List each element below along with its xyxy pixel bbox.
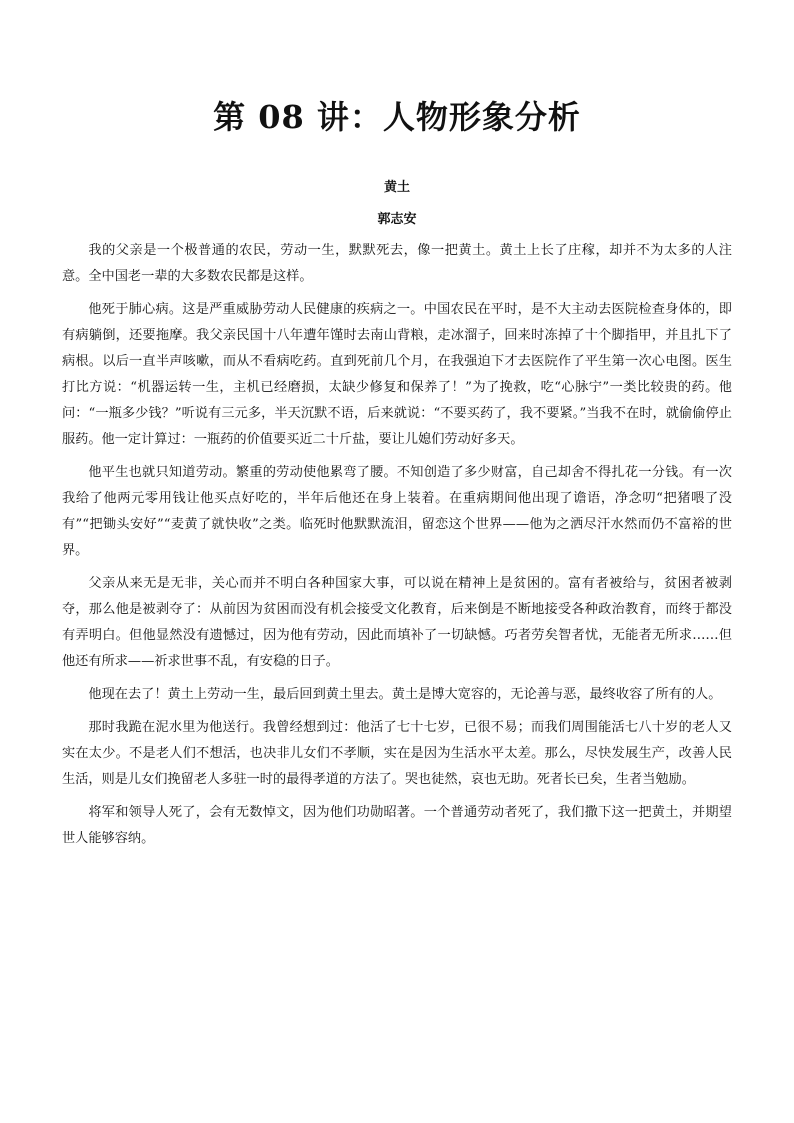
paragraph: 他现在去了！黄土上劳动一生，最后回到黄土里去。黄土是博大宽容的，无论善与恶，最终收容了所有的人。 bbox=[88, 687, 722, 702]
paragraph: 他平生也就只知道劳动。繁重的劳动使他累弯了腰。不知创造了多少财富，自己却舍不得扎花一分钱。有一次我给了他两元零用钱让他买点好吃的，半年后他还在身上装着。在重病期间他出现了谵语，净念叨“把猪喂了没有”“把锄头安好”“麦黄了就快收”之类。临死时他默默流泪，留恋这个世界——他为之洒尽汗水然而仍不富裕的世界。 bbox=[62, 465, 732, 558]
page-title: 第 08 讲：人物形象分析 bbox=[213, 98, 581, 136]
essay-body bbox=[62, 238, 732, 859]
paragraph: 将军和领导人死了，会有无数悼文，因为他们功勋昭著。一个普通劳动者死了，我们撒下这一把黄土，并期望世人能够容纳。 bbox=[62, 805, 732, 846]
paragraph: 他死于肺心病。这是严重威胁劳动人民健康的疾病之一。中国农民在平时，是不大主动去医院检查身体的，即有病躺倒，还要拖摩。我父亲民国十八年遭年馑时去南山背粮，走冰溜子，回来时冻掉了十个脚指甲，并且扎下了病根。以后一直半声咳嗽，而从不看病吃药。直到死前几个月，在我强迫下才去医院作了平生第一次心电图。医生打比方说：“机器运转一生，主机已经磨损，太缺少修复和保养了！”为了挽救，吃“心脉宁”一类比较贵的药。他问：“一瓶多少钱？”听说有三元多，半天沉默不语，后来就说：“不要买药了，我不要紧。”当我不在时，就偷偷停止服药。他一定计算过：一瓶药的价值要买近二十斤盐，要让儿媳们劳动好多天。 bbox=[62, 302, 732, 447]
author-name: 郭志安 bbox=[377, 212, 417, 227]
paragraph: 我的父亲是一个极普通的农民，劳动一生，默默死去，像一把黄土。黄土上长了庄稼，却并不为太多的人注意。全中国老一辈的大多数农民都是这样。 bbox=[62, 243, 732, 284]
essay-title: 黄土 bbox=[383, 180, 410, 195]
paragraph: 父亲从来无是无非，关心而并不明白各种国家大事，可以说在精神上是贫困的。富有者被给与，贫困者被剥夺，那么他是被剥夺了：从前因为贫困而没有机会接受文化教育，后来倒是不断地接受各种政治教育，而终于都没有弄明白。但他显然没有遗憾过，因为他有劳动，因此而填补了一切缺憾。巧者劳矣智者忧，无能者无所求……但他还有所求——祈求世事不乱，有安稳的日子。 bbox=[62, 576, 732, 669]
paragraph: 那时我跪在泥水里为他送行。我曾经想到过：他活了七十七岁，已很不易；而我们周围能活七八十岁的老人又实在太少。不是老人们不想活，也决非儿女们不孝顺，实在是因为生活水平太差。那么，尽快发展生产，改善人民生活，则是儿女们挽留老人多驻一时的最得孝道的方法了。哭也徒然，哀也无助。死者长已矣，生者当勉励。 bbox=[62, 720, 732, 787]
